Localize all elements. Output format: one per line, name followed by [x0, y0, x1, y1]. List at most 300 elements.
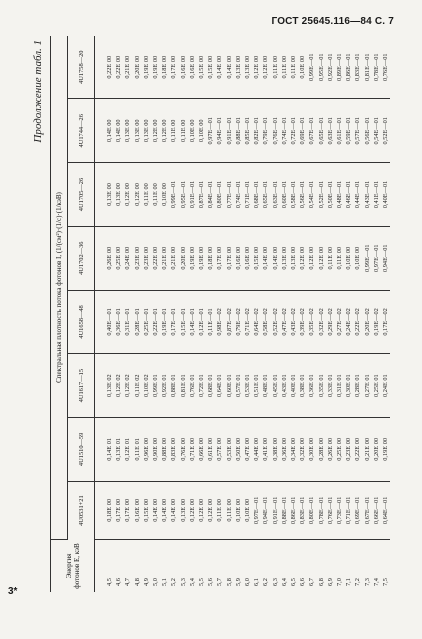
flux-value-cell: 0,12E 00 [206, 481, 215, 539]
energy-cell: 7,3 [363, 578, 371, 586]
flux-value-cell: 0,32E—02 [317, 290, 326, 354]
flux-value-cell: 0,10E 00 [234, 481, 243, 539]
flux-value-cell: 0,71E—01 [344, 481, 353, 539]
flux-value-cell: 0,43E—02 [289, 290, 298, 354]
flux-value-cell: 0,41E—01 [372, 163, 381, 227]
flux-group-header: Спектральная плотность потока фотонов I, (1/(см²)·(1/с)·(1/кэВ) [51, 36, 68, 540]
table-row [114, 36, 123, 592]
flux-value-cell: 0,40E 01 [289, 354, 298, 418]
flux-value-cell: 0,39E—02 [298, 290, 307, 354]
source-column-header: 4U1702—36 [68, 226, 95, 290]
flux-value-cell: 0,71E—01 [243, 163, 252, 227]
flux-value-cell: 0,12E 02 [123, 354, 132, 418]
table-row [197, 36, 206, 592]
flux-value-cell: 0,53E 00 [225, 418, 234, 482]
flux-value-cell: 0,13E 00 [234, 36, 243, 99]
energy-cell: 5,0 [152, 578, 160, 586]
table-row [252, 36, 261, 592]
flux-value-cell: 0,13E 00 [280, 226, 289, 290]
flux-value-cell: 0,36E 01 [307, 354, 316, 418]
flux-value-cell: 0,83E—01 [353, 36, 362, 99]
flux-value-cell: 0,11E 00 [326, 226, 335, 290]
table-region [30, 36, 390, 592]
table-row [381, 36, 390, 592]
flux-value-cell: 0,88E 00 [160, 418, 169, 482]
flux-value-cell: 0,46E—01 [344, 163, 353, 227]
flux-value-cell: 0,58E—02 [261, 290, 270, 354]
flux-value-cell: 0,26E 00 [95, 226, 115, 290]
flux-value-cell: 0,24E—02 [344, 290, 353, 354]
source-column-header: 4U1744—26 [68, 99, 95, 163]
flux-value-cell: 0,12E 00 [133, 163, 142, 227]
flux-value-cell: 0,84E—01 [206, 163, 215, 227]
flux-value-cell: 0,90E 00 [151, 418, 160, 482]
energy-cell: 7,5 [382, 578, 390, 586]
flux-value-cell: 0,17E 00 [169, 36, 178, 99]
flux-value-cell: 0,86E—01 [289, 481, 298, 539]
table-row [234, 36, 243, 592]
flux-value-cell: 0,34E 00 [289, 418, 298, 482]
flux-value-cell: 0,14E 00 [271, 226, 280, 290]
flux-value-cell: 0,63E—01 [326, 99, 335, 163]
flux-value-cell: 0,58E—01 [289, 163, 298, 227]
flux-value-cell: 0,67E—01 [307, 99, 316, 163]
flux-value-cell: 0,26E 00 [326, 418, 335, 482]
flux-value-cell: 0,45E 01 [271, 354, 280, 418]
flux-value-cell: 0,79E—02 [234, 290, 243, 354]
flux-value-cell: 0,98E—02 [215, 290, 224, 354]
flux-value-cell: 0,44E—01 [353, 163, 362, 227]
flux-value-cell: 0,94E—01 [381, 226, 390, 290]
table-row [133, 36, 142, 592]
source-column-header: 4U1758—20 [68, 36, 95, 99]
flux-value-cell: 0,23E 00 [142, 226, 151, 290]
flux-value-cell: 0,43E 01 [280, 354, 289, 418]
flux-value-cell: 0,10E 00 [243, 481, 252, 539]
energy-cell: 5,2 [170, 578, 178, 586]
table-row [215, 36, 224, 592]
flux-value-cell: 0,14E 00 [151, 481, 160, 539]
source-column-header: 4U1510—59 [68, 418, 95, 482]
table-row [151, 36, 160, 592]
flux-value-cell: 0,17E 00 [225, 226, 234, 290]
flux-value-cell: 0,76E—01 [271, 99, 280, 163]
flux-value-cell: 0,61E 00 [206, 418, 215, 482]
flux-value-cell: 0,76E 00 [179, 418, 188, 482]
energy-cell: 5,4 [188, 578, 196, 586]
table-row [169, 36, 178, 592]
flux-value-cell: 0,80E—01 [307, 481, 316, 539]
table-row [188, 36, 197, 592]
flux-value-cell: 0,10E 00 [197, 99, 206, 163]
flux-value-cell: 0,30E 01 [344, 354, 353, 418]
flux-value-cell: 0,29E—02 [326, 290, 335, 354]
energy-cell: 5,7 [216, 578, 224, 586]
flux-value-cell: 0,38E 00 [271, 418, 280, 482]
flux-value-cell: 0,77E—01 [225, 163, 234, 227]
flux-value-cell: 0,40E—01 [95, 290, 115, 354]
flux-value-cell: 0,35E 01 [317, 354, 326, 418]
flux-value-cell: 0,31E—01 [123, 290, 132, 354]
flux-value-cell: 0,97E—01 [206, 99, 215, 163]
flux-value-cell: 0,33E 01 [326, 354, 335, 418]
flux-value-cell: 0,22E 00 [95, 36, 115, 99]
flux-value-cell: 0,85E—01 [243, 99, 252, 163]
table-row [353, 36, 362, 592]
energy-cell: 6,6 [299, 578, 307, 586]
energy-cell: 4,7 [124, 578, 132, 586]
flux-value-cell: 0,17E 00 [123, 481, 132, 539]
flux-value-cell: 0,16E 00 [179, 36, 188, 99]
flux-value-cell: 0,95E—01 [179, 163, 188, 227]
page-header: ГОСТ 25645.116—84 С. 7 [271, 16, 394, 27]
flux-value-cell: 0,91E—01 [188, 163, 197, 227]
energy-cell: 7,2 [354, 578, 362, 586]
flux-value-cell: 0,48E—01 [335, 163, 344, 227]
flux-value-cell: 0,97E—01 [372, 226, 381, 290]
flux-value-cell: 0,69E—01 [298, 99, 307, 163]
flux-value-cell: 0,19E 00 [381, 418, 390, 482]
flux-value-cell: 0,99E—01 [169, 163, 178, 227]
page-number: 3* [8, 586, 18, 597]
flux-value-cell: 0,28E 01 [353, 354, 362, 418]
flux-value-cell: 0,22E—02 [353, 290, 362, 354]
table-row [372, 36, 381, 592]
flux-value-cell: 0,88E—01 [234, 99, 243, 163]
flux-value-cell: 0,68E—01 [252, 163, 261, 227]
flux-value-cell: 0,81E—01 [363, 36, 372, 99]
flux-value-cell: 0,19E—01 [160, 290, 169, 354]
flux-value-cell: 0,11E 02 [133, 354, 142, 418]
flux-value-cell: 0,13E 01 [114, 418, 123, 482]
energy-cell: 5,9 [234, 578, 242, 586]
flux-value-cell: 0,40E—01 [381, 163, 390, 227]
energy-cell: 7,0 [336, 578, 344, 586]
energy-cell: 4,5 [106, 578, 113, 586]
table-row [344, 36, 353, 592]
table-row [363, 36, 372, 592]
table-row [225, 36, 234, 592]
flux-value-cell: 0,99E 01 [151, 354, 160, 418]
flux-value-cell: 0,15E 00 [197, 36, 206, 99]
energy-cell: 6,3 [271, 578, 279, 586]
energy-cell: 4,6 [115, 578, 123, 586]
source-header-row [68, 36, 95, 592]
flux-value-cell: 0,15E 00 [206, 36, 215, 99]
flux-value-cell: 0,21E 00 [123, 36, 132, 99]
flux-value-cell: 0,13E 00 [243, 36, 252, 99]
energy-cell: 6,2 [262, 578, 270, 586]
flux-value-cell: 0,74E—01 [234, 163, 243, 227]
flux-value-cell: 0,61E—01 [335, 99, 344, 163]
flux-value-cell: 0,36E 00 [280, 418, 289, 482]
energy-cell: 6,8 [317, 578, 325, 586]
table-row [243, 36, 252, 592]
flux-value-cell: 0,87E—01 [197, 163, 206, 227]
flux-value-cell: 0,76E—01 [381, 36, 390, 99]
flux-value-cell: 0,12E 00 [188, 481, 197, 539]
flux-value-cell: 0,76E—01 [326, 481, 335, 539]
flux-value-cell: 0,11E 00 [280, 36, 289, 99]
energy-cell: 7,1 [345, 578, 353, 586]
flux-value-cell: 0,52E—01 [381, 99, 390, 163]
flux-value-cell: 0,13E 00 [114, 163, 123, 227]
flux-value-cell: 0,96E 00 [142, 418, 151, 482]
flux-value-cell: 0,20E—02 [363, 290, 372, 354]
flux-value-cell: 0,71E 00 [188, 418, 197, 482]
flux-value-cell: 0,11E 00 [151, 163, 160, 227]
table-row [142, 36, 151, 592]
flux-value-cell: 0,57E 01 [234, 354, 243, 418]
flux-value-cell: 0,20E 00 [179, 226, 188, 290]
table-row [123, 36, 132, 592]
source-column-header: 4U1617—15 [68, 354, 95, 418]
flux-value-cell: 0,83E—01 [298, 481, 307, 539]
flux-value-cell: 0,86E—01 [344, 36, 353, 99]
flux-value-cell: 0,47E—02 [280, 290, 289, 354]
flux-value-cell: 0,10E 00 [298, 36, 307, 99]
table-row [298, 36, 307, 592]
flux-value-cell: 0,63E—01 [271, 163, 280, 227]
flux-value-cell: 0,16E 00 [234, 226, 243, 290]
flux-value-cell: 0,54E—01 [307, 163, 316, 227]
flux-value-cell: 0,13E 00 [179, 481, 188, 539]
flux-value-cell: 0,18E 00 [160, 36, 169, 99]
flux-value-cell: 0,78E—01 [372, 36, 381, 99]
flux-value-cell: 0,14E 00 [215, 36, 224, 99]
flux-value-cell: 0,14E 01 [95, 418, 115, 482]
flux-value-cell: 0,80E—01 [215, 163, 224, 227]
flux-value-cell: 0,13E 00 [142, 99, 151, 163]
flux-value-cell: 0,14E 00 [114, 99, 123, 163]
table-row [160, 36, 169, 592]
table-row [179, 36, 188, 592]
flux-value-cell: 0,23E 00 [133, 226, 142, 290]
flux-value-cell: 0,41E 00 [261, 418, 270, 482]
flux-value-cell: 0,87E—02 [225, 290, 234, 354]
flux-value-cell: 0,52E—02 [271, 290, 280, 354]
energy-cell: 6,7 [308, 578, 316, 586]
flux-value-cell: 0,21E 00 [169, 226, 178, 290]
flux-value-cell: 0,14E 00 [169, 481, 178, 539]
flux-value-cell: 0,89E—01 [335, 36, 344, 99]
flux-value-cell: 0,14E—01 [188, 290, 197, 354]
flux-value-cell: 0,14E 00 [225, 36, 234, 99]
flux-value-cell: 0,56E—01 [363, 99, 372, 163]
flux-value-cell: 0,17E—02 [381, 290, 390, 354]
photon-flux-table [50, 36, 390, 592]
table-row [261, 36, 270, 592]
flux-value-cell: 0,13E 00 [123, 99, 132, 163]
flux-value-cell: 0,99E—01 [307, 36, 316, 99]
flux-value-cell: 0,11E 00 [335, 226, 344, 290]
flux-value-cell: 0,51E 01 [252, 354, 261, 418]
flux-value-cell: 0,12E 00 [252, 36, 261, 99]
table-row [206, 36, 215, 592]
flux-value-cell: 0,25E—01 [142, 290, 151, 354]
flux-value-cell: 0,81E 01 [179, 354, 188, 418]
flux-value-cell: 0,88E 01 [169, 354, 178, 418]
flux-value-cell: 0,12E 00 [197, 481, 206, 539]
flux-value-cell: 0,72E 01 [197, 354, 206, 418]
flux-value-cell: 0,14E 00 [95, 99, 115, 163]
energy-cell: 4,8 [133, 578, 141, 586]
energy-cell: 4,9 [142, 578, 150, 586]
flux-value-cell: 0,12E 00 [317, 226, 326, 290]
flux-value-cell: 0,12E 00 [123, 163, 132, 227]
energy-cell: 6,1 [253, 578, 261, 586]
flux-value-cell: 0,11E 00 [225, 481, 234, 539]
energy-cell: 6,9 [326, 578, 334, 586]
flux-value-cell: 0,22E 00 [353, 418, 362, 482]
flux-value-cell: 0,24E 01 [381, 354, 390, 418]
flux-value-cell: 0,38E 01 [298, 354, 307, 418]
flux-value-cell: 0,57E 00 [215, 418, 224, 482]
flux-value-cell: 0,65E—01 [261, 163, 270, 227]
energy-cell: 7,4 [372, 578, 380, 586]
energy-cell: 5,3 [179, 578, 187, 586]
flux-value-cell: 0,17E 00 [114, 481, 123, 539]
flux-value-cell: 0,14E 00 [261, 226, 270, 290]
flux-value-cell: 0,15E—01 [179, 290, 188, 354]
flux-value-cell: 0,28E 00 [317, 418, 326, 482]
table-row [271, 36, 280, 592]
flux-value-cell: 0,19E—02 [372, 290, 381, 354]
table-row [307, 36, 316, 592]
flux-value-cell: 0,31E 01 [335, 354, 344, 418]
flux-value-cell: 0,68E 01 [206, 354, 215, 418]
energy-cell: 5,8 [225, 578, 233, 586]
flux-value-cell: 0,78E—01 [317, 481, 326, 539]
flux-value-cell: 0,83E 00 [169, 418, 178, 482]
table-row [326, 36, 335, 592]
table-row [317, 36, 326, 592]
flux-value-cell: 0,95E—01 [317, 36, 326, 99]
source-column-header: 4U0531+21 [68, 481, 95, 539]
flux-value-cell: 0,99E—01 [363, 226, 372, 290]
energy-cell: 5,5 [198, 578, 206, 586]
source-column-header: 4U1705—26 [68, 163, 95, 227]
flux-value-cell: 0,73E—01 [335, 481, 344, 539]
flux-value-cell: 0,16E 00 [243, 226, 252, 290]
flux-value-cell: 0,11E 00 [271, 36, 280, 99]
flux-value-cell: 0,10E 00 [353, 226, 362, 290]
table-row [95, 36, 115, 592]
flux-value-cell: 0,16E 00 [133, 481, 142, 539]
flux-value-cell: 0,32E 00 [298, 418, 307, 482]
flux-value-cell: 0,13E 00 [133, 99, 142, 163]
flux-value-cell: 0,13E 00 [289, 226, 298, 290]
flux-value-cell: 0,48E 01 [261, 354, 270, 418]
flux-value-cell: 0,44E 00 [252, 418, 261, 482]
flux-value-cell: 0,59E—01 [344, 99, 353, 163]
flux-value-cell: 0,65E—01 [317, 99, 326, 163]
flux-value-cell: 0,11E 00 [289, 36, 298, 99]
table-body [95, 36, 391, 592]
flux-value-cell: 0,10E 02 [142, 354, 151, 418]
flux-value-cell: 0,11E 00 [169, 99, 178, 163]
flux-value-cell: 0,16E 00 [188, 36, 197, 99]
flux-value-cell: 0,25E 00 [335, 418, 344, 482]
flux-value-cell: 0,20E 00 [133, 36, 142, 99]
flux-value-cell: 0,66E—01 [372, 481, 381, 539]
energy-cell: 6,0 [244, 578, 252, 586]
flux-value-cell: 0,69E—01 [353, 481, 362, 539]
flux-value-cell: 0,72E—01 [289, 99, 298, 163]
flux-value-cell: 0,92E 01 [160, 354, 169, 418]
flux-value-cell: 0,47E 00 [243, 418, 252, 482]
flux-value-cell: 0,24E 00 [123, 226, 132, 290]
energy-cell: 6,5 [290, 578, 298, 586]
flux-value-cell: 0,12E 00 [151, 99, 160, 163]
flux-value-cell: 0,30E 00 [307, 418, 316, 482]
flux-value-cell: 0,12E 00 [160, 99, 169, 163]
flux-value-cell: 0,94E—01 [215, 99, 224, 163]
flux-value-cell: 0,17E—01 [169, 290, 178, 354]
flux-value-cell: 0,76E 01 [188, 354, 197, 418]
flux-value-cell: 0,15E 00 [142, 481, 151, 539]
flux-value-cell: 0,35E—02 [307, 290, 316, 354]
flux-value-cell: 0,57E—01 [353, 99, 362, 163]
flux-value-cell: 0,60E 01 [225, 354, 234, 418]
flux-value-cell: 0,22E 00 [151, 226, 160, 290]
flux-value-cell: 0,97E—01 [252, 481, 261, 539]
flux-value-cell: 0,15E 00 [252, 226, 261, 290]
flux-value-cell: 0,11E 00 [215, 481, 224, 539]
flux-value-cell: 0,92E—01 [326, 36, 335, 99]
flux-value-cell: 0,64E—02 [252, 290, 261, 354]
flux-value-cell: 0,25E 01 [372, 354, 381, 418]
rotated-table-container [30, 36, 390, 592]
flux-value-cell: 0,54E—01 [372, 99, 381, 163]
flux-value-cell: 0,11E 01 [133, 418, 142, 482]
flux-value-cell: 0,19E 00 [197, 226, 206, 290]
flux-value-cell: 0,50E—01 [326, 163, 335, 227]
flux-value-cell: 0,91E—01 [271, 481, 280, 539]
flux-value-cell: 0,71E—02 [243, 290, 252, 354]
flux-value-cell: 0,50E 00 [234, 418, 243, 482]
flux-value-cell: 0,79E—01 [261, 99, 270, 163]
flux-value-cell: 0,66E 00 [197, 418, 206, 482]
flux-value-cell: 0,10E 00 [344, 226, 353, 290]
table-row [280, 36, 289, 592]
flux-value-cell: 0,17E 00 [215, 226, 224, 290]
flux-value-cell: 0,88E—01 [280, 481, 289, 539]
flux-value-cell: 0,64E—01 [381, 481, 390, 539]
flux-value-cell: 0,11E 00 [179, 99, 188, 163]
flux-value-cell: 0,13E 00 [95, 163, 115, 227]
flux-value-cell: 0,18E 00 [95, 481, 115, 539]
flux-value-cell: 0,19E 00 [151, 36, 160, 99]
flux-value-cell: 0,22E 00 [114, 36, 123, 99]
table-row [335, 36, 344, 592]
energy-cell: 5,6 [207, 578, 215, 586]
flux-value-cell: 0,12E 02 [114, 354, 123, 418]
flux-value-cell: 0,12E 00 [298, 226, 307, 290]
energy-cell: 5,1 [161, 578, 169, 586]
flux-value-cell: 0,53E 01 [243, 354, 252, 418]
energy-cell: 6,4 [280, 578, 288, 586]
flux-value-cell: 0,12E 00 [307, 226, 316, 290]
flux-value-cell: 0,19E 00 [142, 36, 151, 99]
flux-value-cell: 0,23E 00 [344, 418, 353, 482]
flux-value-cell: 0,56E—01 [298, 163, 307, 227]
flux-value-cell: 0,43E—01 [363, 163, 372, 227]
flux-value-cell: 0,11E—01 [206, 290, 215, 354]
continuation-label: Продолжение табл. 1 [32, 40, 44, 143]
flux-value-cell: 0,60E—01 [280, 163, 289, 227]
table-row [289, 36, 298, 592]
